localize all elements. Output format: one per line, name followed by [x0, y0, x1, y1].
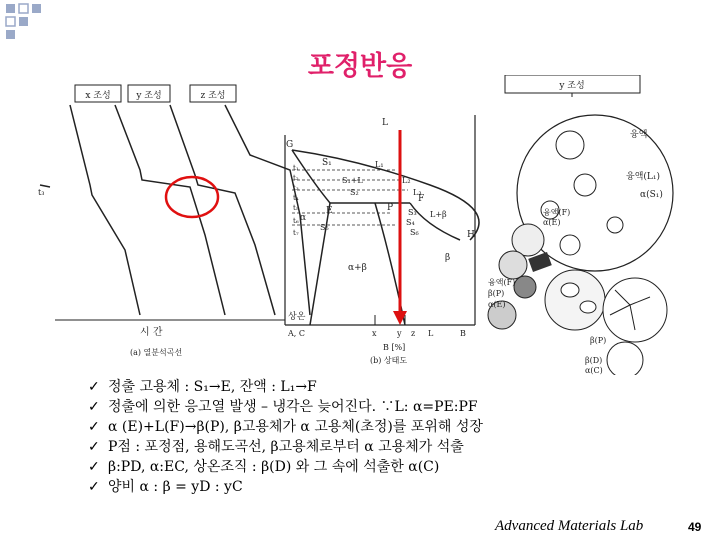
page-title: 포정반응 — [307, 51, 413, 82]
temp-t4: t₄ — [293, 194, 299, 202]
temp-t3: t₃ — [293, 184, 299, 192]
label-S6: S₆ — [410, 228, 419, 237]
bullet-text: β:PD, α:EC, 상온조직 : β(D) 와 그 속에 석출한 α(C) — [108, 459, 440, 475]
axis-B: B — [460, 329, 466, 338]
composition-tabs — [75, 85, 236, 102]
check-icon: ✓ — [88, 399, 100, 415]
label-L2: L₂ — [402, 176, 411, 185]
bullet-list — [88, 377, 688, 497]
label-S2: S₂ — [350, 188, 359, 197]
bullet-item — [88, 397, 688, 417]
check-icon: ✓ — [88, 419, 100, 435]
micro-label-aS1: α(S₁) — [640, 190, 663, 200]
axis-L: L — [428, 329, 434, 338]
axis-AC: A, C — [288, 329, 305, 338]
check-icon: ✓ — [88, 379, 100, 395]
bullet-text: α (E)+L(F)→β(P), β고용체가 α 고용체(초정)를 포위해 성장 — [108, 419, 483, 435]
temp-t5: t₅ — [293, 204, 299, 212]
temp-t6: t₆ — [293, 217, 299, 225]
left-axis-marker: t₃ — [38, 188, 45, 197]
micro-label-meltF2: 융액(F) — [488, 278, 516, 287]
label-alpha: α — [300, 213, 307, 223]
caption-b: (b) 상태도 — [370, 356, 408, 365]
tab-y: y 조성 — [136, 91, 162, 101]
check-icon: ✓ — [88, 479, 100, 495]
axis-y: y — [397, 329, 402, 338]
bullet-item — [88, 417, 688, 437]
highlight-circle — [166, 177, 218, 217]
label-H: H — [467, 230, 475, 240]
phase-diagram — [285, 115, 479, 365]
temp-t7: t₇ — [293, 229, 299, 237]
label-S1: S₁ — [322, 158, 332, 168]
bullet-text: 양비 α : β = yD : yC — [108, 479, 243, 495]
label-beta: β — [445, 253, 451, 263]
label-L3: L₃ — [413, 188, 422, 197]
label-Lbeta: L+β — [430, 210, 447, 219]
micro-label-melt: 융액 — [630, 130, 648, 140]
tab-x: x 조성 — [85, 91, 111, 101]
page-number: 49 — [688, 520, 702, 534]
bullet-item — [88, 437, 688, 457]
check-icon: ✓ — [88, 439, 100, 455]
b-percent-label: B [%] — [383, 343, 406, 352]
decorative-squares — [0, 0, 60, 40]
cooling-curves — [40, 105, 310, 315]
micro-label-bP: β(P) — [488, 289, 505, 298]
check-icon: ✓ — [88, 459, 100, 475]
time-axis-label: 시 간 — [140, 327, 163, 338]
label-alpha-beta: α+β — [348, 263, 367, 273]
bullet-item — [88, 377, 688, 397]
micro-label-bP2: β(P) — [590, 336, 607, 345]
caption-a: (a) 열분석곡선 — [130, 348, 183, 357]
bullet-text: P점 : 포정점, 용해도곡선, β고용체로부터 α 고용체가 석출 — [108, 439, 464, 455]
bullet-item — [88, 477, 688, 497]
bullet-text: 정출에 의한 응고열 발생 – 냉각은 늦어진다. ∵L: α=PE:PF — [108, 399, 478, 415]
micro-label-aC: α(C) — [585, 366, 603, 375]
temp-t2: t₂ — [293, 174, 299, 182]
micro-label-bD: β(D) — [585, 356, 603, 365]
label-E: E — [326, 206, 333, 216]
microstructure-panel — [488, 75, 673, 375]
micro-label-aE: α(E) — [543, 218, 561, 227]
label-G: G — [286, 140, 294, 150]
label-S1L: S₁+L — [342, 176, 363, 185]
micro-label-aE2: α(E) — [488, 300, 506, 309]
peritectic-figure — [30, 75, 695, 375]
footer-lab-name: Advanced Materials Lab — [495, 518, 644, 534]
label-L-top: L — [382, 118, 388, 128]
micro-label-meltF: 융액(F) — [543, 208, 571, 217]
label-S5: S₅ — [320, 223, 329, 232]
ycomp-box: y 조성 — [559, 81, 585, 91]
label-F: F — [418, 194, 425, 204]
bullet-item — [88, 457, 688, 477]
sangon-label: 상온 — [288, 312, 306, 322]
axis-x: x — [372, 329, 377, 338]
tab-z: z 조성 — [200, 91, 226, 101]
label-S4: S₄ — [406, 218, 415, 227]
temp-t1: t₁ — [293, 164, 299, 172]
label-S3: S₃ — [408, 208, 417, 217]
axis-z: z — [411, 329, 416, 338]
label-L1: L₁ — [375, 160, 384, 169]
micro-label-L1: 융액(L₁) — [626, 172, 660, 182]
bullet-text: 정출 고용체 : S₁→E, 잔액 : L₁→F — [108, 379, 317, 395]
label-P: P — [387, 203, 394, 213]
